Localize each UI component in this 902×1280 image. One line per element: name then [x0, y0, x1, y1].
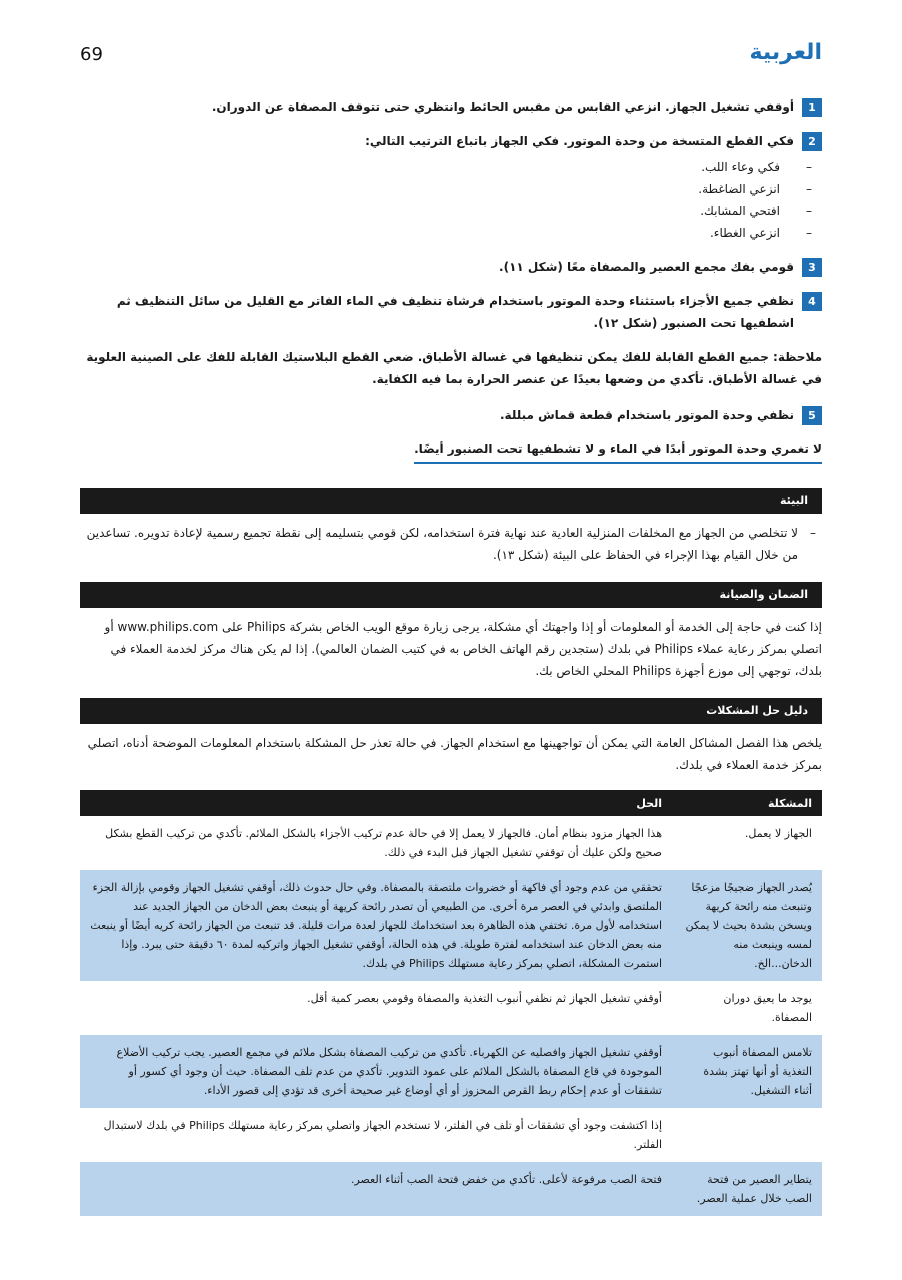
page-header [80, 40, 822, 70]
problem-cell: تلامس المصفاة أنبوب التغذية أو أنها تهتز بشدة أثناء التشغيل. [672, 1035, 822, 1108]
table-row [80, 816, 822, 870]
step-text: أوقفي تشغيل الجهاز. انزعي القابس من مقبس الحائط وانتظري حتى تتوقف المصفاة عن الدوران. [211, 100, 794, 114]
table-row [80, 1108, 822, 1162]
step-number-badge: 4 [802, 292, 822, 311]
section-header-guarantee: الضمان والصيانة [80, 582, 822, 608]
problem-cell [672, 1108, 822, 1162]
problem-cell: يوجد ما يعيق دوران المصفاة. [723, 992, 812, 1024]
main-content [80, 96, 822, 1216]
step-number-badge: 3 [802, 258, 822, 277]
page-number: 69 [80, 44, 103, 65]
list-item: – افتحي المشابك. [80, 200, 794, 222]
step-text: قومي بفك مجمع العصير والمصفاة معًا (شكل ١١). [499, 260, 794, 274]
problem-cell: يتطاير العصير من فتحة الصب خلال عملية العصر. [672, 1162, 822, 1216]
step-number-badge: 5 [802, 406, 822, 425]
table-row [80, 981, 822, 1035]
step-text: فكي القطع المتسخة من وحدة الموتور. فكي الجهاز باتباع الترتيب التالي: [365, 134, 794, 148]
step-1 [80, 96, 822, 118]
step-number-badge: 2 [802, 132, 822, 151]
solution-cell: أوقفي تشغيل الجهاز ثم نظفي أنبوب التغذية والمصفاة وقومي بعصر كمية أقل. [307, 992, 662, 1005]
environment-text: – لا تتخلصي من الجهاز مع المخلفات المنزلية العادية عند نهاية فترة استخدامه، لكن قومي بتسليمه إلى نقطة تجميع رسمية لإعادة تدويره. تساعدين من خلال القيام بهذا الإجراء في الحفاظ على البيئة (شكل ١٣). [80, 514, 822, 576]
step-text: نظفي وحدة الموتور باستخدام قطعة قماش مبللة. [499, 408, 794, 422]
warning-text: لا تغمري وحدة الموتور أبدًا في الماء و لا تشطفيها تحت الصنبور أيضًا. [414, 438, 822, 464]
step-4 [80, 290, 822, 334]
step-2 [80, 130, 822, 244]
column-header-solution: الحل [80, 790, 672, 816]
section-header-environment: البيئة [80, 488, 822, 514]
solution-cell: تحققي من عدم وجود أي فاكهة أو خضروات ملتصقة بالمصفاة. وفي حال حدوث ذلك، أوقفي تشغيل الجهاز وقومي بإزالة الجزء الملتصق وابدئي في العصر مرة أخرى. من الطبيعي أن تصدر رائحة كريهة أو ينبعث بعض الدخان من الجهاز الجديد عند استخدامه لأول مرة. تختفي هذه الظاهرة بعد استخدامك للجهاز لعدة مرات قليلة. قد تنبعث من الجهاز رائحة كريه أيضًا أو ينبعث منه بعض الدخان عند استخدامه لفترة طويلة. في هذه الحالة، أوقفي تشغيل الجهاز واتركيه لمدة ٦٠ دقيقة حتى يبرد. وإذا استمرت المشكلة، اتصلي بمركز رعاية مستهلك Philips في بلدك. [80, 870, 672, 981]
step-number-badge: 1 [802, 98, 822, 117]
step-3 [80, 256, 822, 278]
step-text: نظفي جميع الأجزاء باستثناء وحدة الموتور باستخدام فرشاة تنظيف في الماء الفاتر مع القليل من سائل التنظيف ثم اشطفيها تحت الصنبور (شكل ١٢). [116, 294, 794, 330]
table-header-row [80, 790, 822, 816]
solution-cell: إذا اكتشفت وجود أي تشققات أو تلف في الفلتر، لا تستخدم الجهاز واتصلي بمركز رعاية مستهلك Philips في بلدك لاستبدال الفلتر. [103, 1119, 662, 1151]
section-header-troubleshooting: دليل حل المشكلات [80, 698, 822, 724]
table-row [80, 1162, 822, 1216]
column-header-problem: المشكلة [672, 790, 822, 816]
step-5 [80, 404, 822, 426]
disassembly-list [80, 156, 794, 244]
list-item: – انزعي الغطاء. [80, 222, 794, 244]
solution-cell: فتحة الصب مرفوعة لأعلى. تأكدي من خفض فتحة الصب أثناء العصر. [80, 1162, 672, 1216]
table-row [80, 870, 822, 981]
solution-cell: أوقفي تشغيل الجهاز وافصليه عن الكهرباء. تأكدي من تركيب المصفاة بشكل ملائم في مجمع العصير. يجب تركيب الأضلاع الموجودة في قاع المصفاة بالشكل الملائم على عمود التدوير. تأكدي من عدم تلف المصفاة. حيث أن وجود أي كسور أو تشققات أو عدم إحكام ربط القرص المحزوز أو أي أوضاع غير صحيحة أخرى قد تؤدي إلى قصور الأداء. [80, 1035, 672, 1108]
table-row [80, 1035, 822, 1108]
problem-cell: الجهاز لا يعمل. [744, 827, 812, 840]
language-title: العربية [749, 40, 822, 65]
solution-cell: هذا الجهاز مزود بنظام أمان. فالجهاز لا يعمل إلا في حالة عدم تركيب الأجزاء بالشكل الملائم. تأكدي من تركيب القطع بشكل صحيح ولكن عليك أن توقفي تشغيل الجهاز قبل البدء في ذلك. [105, 827, 662, 859]
troubleshooting-table [80, 790, 822, 1216]
troubleshooting-intro: يلخص هذا الفصل المشاكل العامة التي يمكن أن تواجهينها مع استخدام الجهاز. في حالة تعذر حل المشكلة باستخدام المعلومات الموضحة أدناه، اتصلي بمركز خدمة العملاء في بلدك. [87, 736, 822, 772]
list-item: – فكي وعاء اللب. [80, 156, 794, 178]
dishwasher-note: ملاحظة: جميع القطع القابلة للفك يمكن تنظيفها في غسالة الأطباق. ضعي القطع البلاستيك القابلة للفك على الصينية العلوية في غسالة الأطباق. تأكدي من وضعها بعيدًا عن عنصر الحرارة بما فيه الكفاية. [86, 350, 822, 386]
problem-cell: يُصدر الجهاز ضجيجًا مزعجًا وتنبعث منه رائحة كريهة ويسخن بشدة بحيث لا يمكن لمسه وينبعث منه الدخان...الخ. [672, 870, 822, 981]
list-item: – انزعي الضاغطة. [80, 178, 794, 200]
guarantee-text: إذا كنت في حاجة إلى الخدمة أو المعلومات أو إذا واجهتك أي مشكلة، يرجى زيارة موقع الويب الخاص بشركة Philips على www.philips.com أو اتصلي بمركز رعاية عملاء Philips في بلدك (ستجدين رقم الهاتف الخاص به في كتيب الضمان العالمي). إذا لم يكن هناك مركز لخدمة العملاء في بلدك، توجهي إلى موزع أجهزة Philips المحلي الخاص بك. [104, 620, 822, 678]
